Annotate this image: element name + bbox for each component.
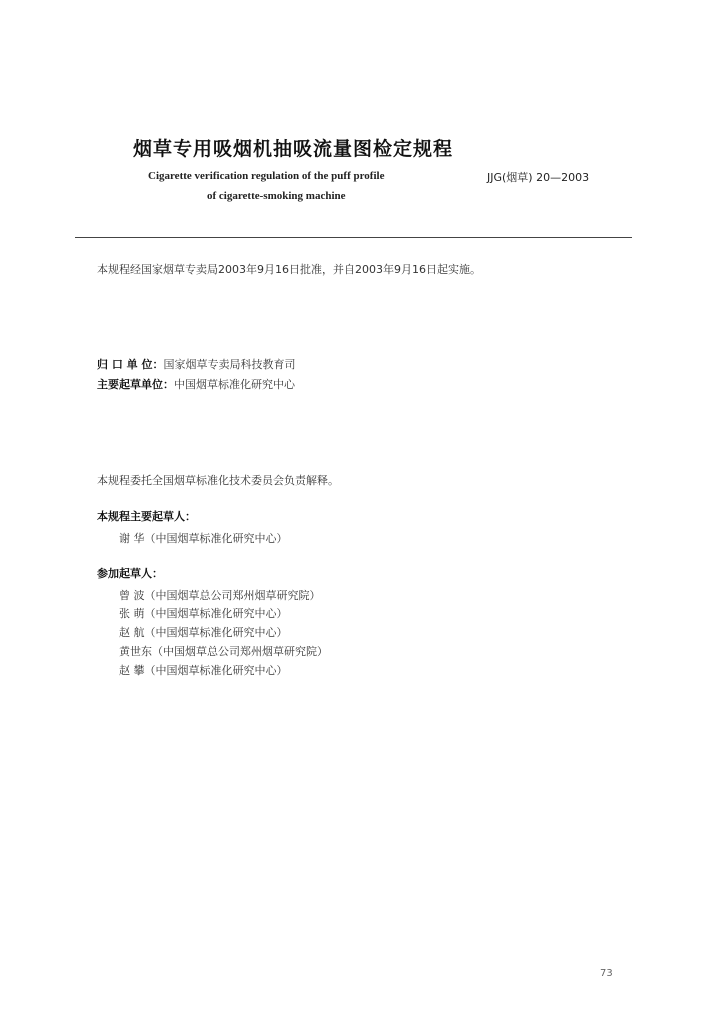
standard-code: JJG(烟草) 20—2003: [487, 171, 590, 184]
owner-unit-row: [97, 356, 296, 372]
approval-statement: 本规程经国家烟草专卖局2003年9月16日批准，并自2003年9月16日起实施。: [97, 263, 481, 276]
participant-item: 赵 攀（中国烟草标准化研究中心）: [119, 664, 288, 677]
owner-unit-label: 归 口 单 位：: [97, 358, 164, 371]
drafting-unit-label: 主要起草单位：: [97, 378, 174, 391]
page-number: 73: [600, 968, 613, 979]
main-drafters-heading: 本规程主要起草人：: [97, 510, 196, 523]
main-drafter-item: 谢 华（中国烟草标准化研究中心）: [119, 532, 288, 545]
document-title: 烟草专用吸烟机抽吸流量图检定规程: [133, 138, 454, 160]
header-divider: [75, 237, 632, 238]
participant-item: 赵 航（中国烟草标准化研究中心）: [119, 626, 288, 639]
participant-item: 曾 波（中国烟草总公司郑州烟草研究院）: [119, 589, 321, 602]
english-title-line-2: of cigarette-smoking machine: [207, 190, 346, 202]
english-title-line-1: Cigarette verification regulation of the puff profile: [148, 170, 385, 182]
participant-item: 张 萌（中国烟草标准化研究中心）: [119, 607, 288, 620]
owner-unit-value: 国家烟草专卖局科技教育司: [163, 358, 296, 371]
participants-heading: 参加起草人：: [97, 567, 163, 580]
drafting-unit-value: 中国烟草标准化研究中心: [174, 378, 295, 391]
participant-item: 黄世东（中国烟草总公司郑州烟草研究院）: [119, 645, 328, 658]
drafting-unit-row: [97, 376, 295, 392]
interpretation-statement: 本规程委托全国烟草标准化技术委员会负责解释。: [97, 474, 339, 487]
